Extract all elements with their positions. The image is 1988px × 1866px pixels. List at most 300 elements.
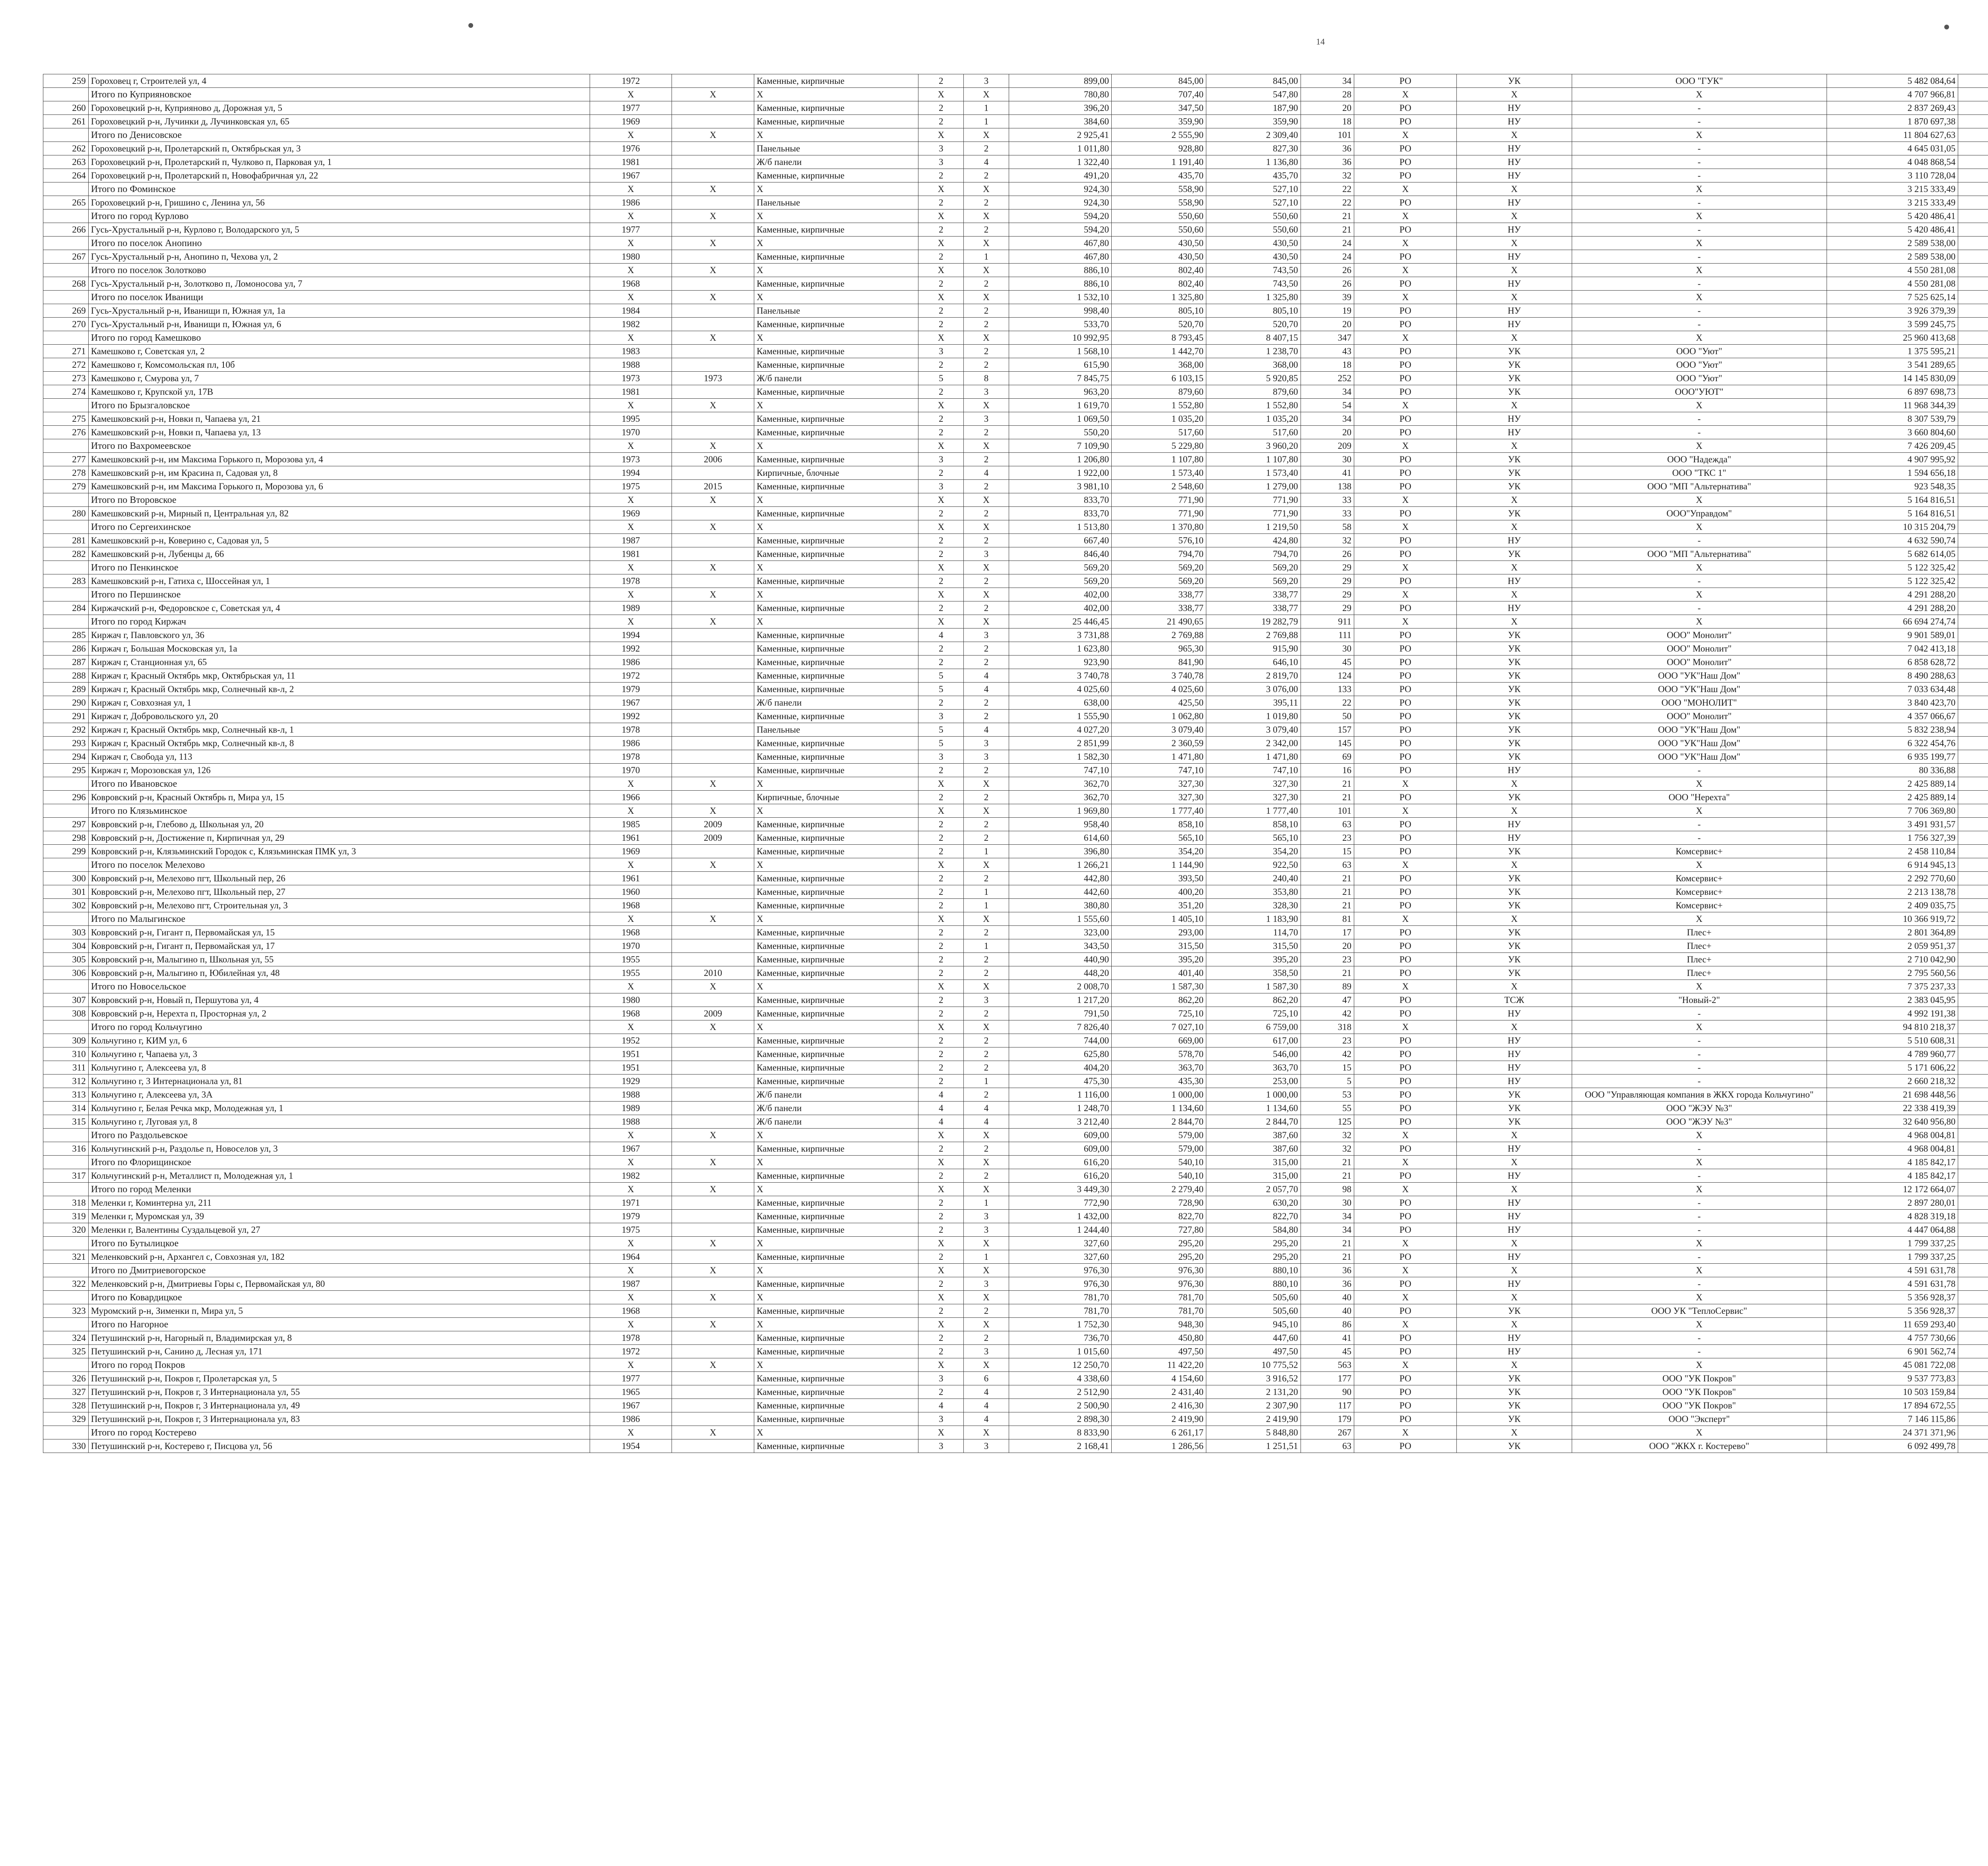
address-cell: Муромский р-н, Зименки п, Мира ул, 5 xyxy=(88,1304,590,1318)
wall-material-cell: Каменные, кирпичные xyxy=(754,345,918,358)
subtotal-row xyxy=(43,1020,1988,1034)
address-cell: Камешковский р-н, им Максима Горького п, Морозова ул, 6 xyxy=(88,480,590,493)
total-area-cell: 3 449,30 xyxy=(1009,1183,1111,1196)
total-area-cell: 899,00 xyxy=(1009,74,1111,88)
total-cost-cell: 3 660 804,60 xyxy=(1827,426,1958,439)
fund-federal-cell xyxy=(1958,696,1988,710)
residents-cell: 145 xyxy=(1301,737,1354,750)
year-overhaul-cell: X xyxy=(672,980,754,993)
total-area-cell: 467,80 xyxy=(1009,250,1111,264)
management-type-cell: X xyxy=(1457,588,1572,601)
address-cell: Кольчугино г, Чапаева ул, 3 xyxy=(88,1047,590,1061)
total-area-cell: 1 011,80 xyxy=(1009,142,1111,155)
address-cell: Итого по Сергеихинское xyxy=(88,520,590,534)
year-built-cell: 1989 xyxy=(590,601,672,615)
row-number-cell: 260 xyxy=(43,101,89,115)
year-overhaul-cell xyxy=(672,899,754,912)
residential-area-cell: 550,60 xyxy=(1206,223,1301,237)
subtotal-row xyxy=(43,331,1988,345)
living-area-cell: 579,00 xyxy=(1112,1142,1206,1156)
total-cost-cell: 3 110 728,04 xyxy=(1827,169,1958,182)
fund-federal-cell xyxy=(1958,1223,1988,1237)
row-number-cell: 321 xyxy=(43,1250,89,1264)
entrances-cell: 2 xyxy=(964,507,1009,520)
residential-area-cell: 646,10 xyxy=(1206,656,1301,669)
living-area-cell: 707,40 xyxy=(1112,88,1206,101)
management-company-cell: X xyxy=(1572,399,1827,412)
fund-type-cell: РО xyxy=(1354,1047,1456,1061)
entrances-cell: X xyxy=(964,588,1009,601)
total-area-cell: 550,20 xyxy=(1009,426,1111,439)
floors-cell: X xyxy=(918,237,964,250)
year-overhaul-cell xyxy=(672,74,754,88)
residential-area-cell: 3 079,40 xyxy=(1206,723,1301,737)
living-area-cell: 965,30 xyxy=(1112,642,1206,656)
management-type-cell: УК xyxy=(1457,872,1572,885)
table-row xyxy=(43,1169,1988,1183)
living-area-cell: 1 000,00 xyxy=(1112,1088,1206,1102)
management-company-cell: X xyxy=(1572,493,1827,507)
management-type-cell: УК xyxy=(1457,1385,1572,1399)
management-company-cell: X xyxy=(1572,1264,1827,1277)
year-built-cell: 1969 xyxy=(590,507,672,520)
total-cost-cell: 10 503 159,84 xyxy=(1827,1385,1958,1399)
management-type-cell: НУ xyxy=(1457,1210,1572,1223)
fund-federal-cell xyxy=(1958,804,1988,818)
living-area-cell: 948,30 xyxy=(1112,1318,1206,1331)
address-cell: Камешковский р-н, Коверино с, Садовая ул, 5 xyxy=(88,534,590,547)
living-area-cell: 550,60 xyxy=(1112,223,1206,237)
living-area-cell: 1 107,80 xyxy=(1112,453,1206,466)
year-built-cell: 1988 xyxy=(590,1088,672,1102)
address-cell: Ковровский р-н, Гигант п, Первомайская ул, 15 xyxy=(88,926,590,939)
row-number-cell: 312 xyxy=(43,1075,89,1088)
residential-area-cell: 395,20 xyxy=(1206,953,1301,966)
wall-material-cell: Каменные, кирпичные xyxy=(754,1331,918,1345)
residents-cell: 29 xyxy=(1301,601,1354,615)
entrances-cell: 2 xyxy=(964,601,1009,615)
residential-area-cell: 353,80 xyxy=(1206,885,1301,899)
total-area-cell: 442,80 xyxy=(1009,872,1111,885)
entrances-cell: 2 xyxy=(964,872,1009,885)
entrances-cell: 3 xyxy=(964,1345,1009,1358)
residents-cell: 69 xyxy=(1301,750,1354,764)
total-area-cell: 8 833,90 xyxy=(1009,1426,1111,1439)
management-company-cell: - xyxy=(1572,1345,1827,1358)
residents-cell: 21 xyxy=(1301,791,1354,804)
floors-cell: 2 xyxy=(918,1007,964,1020)
residential-area-cell: 505,60 xyxy=(1206,1291,1301,1304)
table-row xyxy=(43,1088,1988,1102)
floors-cell: X xyxy=(918,520,964,534)
wall-material-cell: Каменные, кирпичные xyxy=(754,669,918,683)
fund-federal-cell xyxy=(1958,628,1988,642)
entrances-cell: 4 xyxy=(964,1102,1009,1115)
entrances-cell: 4 xyxy=(964,1385,1009,1399)
management-company-cell: - xyxy=(1572,1034,1827,1047)
fund-type-cell: РО xyxy=(1354,939,1456,953)
management-type-cell: УК xyxy=(1457,1115,1572,1129)
entrances-cell: 2 xyxy=(964,926,1009,939)
fund-federal-cell xyxy=(1958,737,1988,750)
row-number-cell xyxy=(43,1264,89,1277)
address-cell: Итого по Новосельское xyxy=(88,980,590,993)
management-type-cell: X xyxy=(1457,1426,1572,1439)
fund-type-cell: РО xyxy=(1354,155,1456,169)
entrances-cell: X xyxy=(964,128,1009,142)
living-area-cell: 315,50 xyxy=(1112,939,1206,953)
row-number-cell xyxy=(43,980,89,993)
fund-type-cell: РО xyxy=(1354,696,1456,710)
residents-cell: 111 xyxy=(1301,628,1354,642)
management-type-cell: УК xyxy=(1457,1412,1572,1426)
row-number-cell: 288 xyxy=(43,669,89,683)
residential-area-cell: 1 134,60 xyxy=(1206,1102,1301,1115)
entrances-cell: 3 xyxy=(964,1210,1009,1223)
table-row xyxy=(43,304,1988,318)
address-cell: Итого по Малыгинское xyxy=(88,912,590,926)
fund-type-cell: X xyxy=(1354,520,1456,534)
year-built-cell: 1978 xyxy=(590,723,672,737)
row-number-cell xyxy=(43,399,89,412)
fund-type-cell: РО xyxy=(1354,574,1456,588)
residential-area-cell: 2 419,90 xyxy=(1206,1412,1301,1426)
wall-material-cell: Панельные xyxy=(754,304,918,318)
management-type-cell: УК xyxy=(1457,791,1572,804)
year-built-cell: 1978 xyxy=(590,750,672,764)
address-cell: Итого по Вахромеевское xyxy=(88,439,590,453)
total-area-cell: 1 969,80 xyxy=(1009,804,1111,818)
residents-cell: 563 xyxy=(1301,1358,1354,1372)
residents-cell: 179 xyxy=(1301,1412,1354,1426)
fund-federal-cell xyxy=(1958,1304,1988,1318)
row-number-cell xyxy=(43,1156,89,1169)
subtotal-row xyxy=(43,1156,1988,1169)
residents-cell: 54 xyxy=(1301,399,1354,412)
living-area-cell: 400,20 xyxy=(1112,885,1206,899)
total-cost-cell: 4 291 288,20 xyxy=(1827,588,1958,601)
row-number-cell xyxy=(43,493,89,507)
floors-cell: X xyxy=(918,1426,964,1439)
total-cost-cell: 1 375 595,21 xyxy=(1827,345,1958,358)
residents-cell: 124 xyxy=(1301,669,1354,683)
living-area-cell: 771,90 xyxy=(1112,507,1206,520)
living-area-cell: 2 279,40 xyxy=(1112,1183,1206,1196)
residential-area-cell: 1 219,50 xyxy=(1206,520,1301,534)
residents-cell: 42 xyxy=(1301,1007,1354,1020)
residential-area-cell: 8 407,15 xyxy=(1206,331,1301,345)
fund-type-cell: X xyxy=(1354,1318,1456,1331)
residents-cell: 28 xyxy=(1301,88,1354,101)
living-area-cell: 928,80 xyxy=(1112,142,1206,155)
fund-federal-cell xyxy=(1958,237,1988,250)
entrances-cell: 1 xyxy=(964,1196,1009,1210)
management-type-cell: X xyxy=(1457,399,1572,412)
management-company-cell: - xyxy=(1572,1250,1827,1264)
year-overhaul-cell xyxy=(672,1223,754,1237)
residential-area-cell: 771,90 xyxy=(1206,493,1301,507)
year-overhaul-cell: X xyxy=(672,1156,754,1169)
wall-material-cell: Каменные, кирпичные xyxy=(754,1061,918,1075)
fund-type-cell: РО xyxy=(1354,1210,1456,1223)
entrances-cell: X xyxy=(964,804,1009,818)
floors-cell: 2 xyxy=(918,764,964,777)
fund-type-cell: РО xyxy=(1354,250,1456,264)
management-type-cell: X xyxy=(1457,88,1572,101)
floors-cell: 3 xyxy=(918,750,964,764)
management-company-cell: X xyxy=(1572,88,1827,101)
living-area-cell: 845,00 xyxy=(1112,74,1206,88)
entrances-cell: 4 xyxy=(964,1115,1009,1129)
wall-material-cell: Каменные, кирпичные xyxy=(754,74,918,88)
total-area-cell: 7 109,90 xyxy=(1009,439,1111,453)
year-built-cell: 1987 xyxy=(590,534,672,547)
entrances-cell: 3 xyxy=(964,1439,1009,1453)
address-cell: Петушинский р-н, Покров г, 3 Интернационала ул, 49 xyxy=(88,1399,590,1412)
total-cost-cell: 11 968 344,39 xyxy=(1827,399,1958,412)
fund-type-cell: X xyxy=(1354,561,1456,574)
row-number-cell xyxy=(43,615,89,628)
total-area-cell: 440,90 xyxy=(1009,953,1111,966)
entrances-cell: 2 xyxy=(964,358,1009,372)
fund-type-cell: РО xyxy=(1354,791,1456,804)
fund-federal-cell xyxy=(1958,1358,1988,1372)
total-cost-cell: 5 164 816,51 xyxy=(1827,493,1958,507)
year-built-cell: 1961 xyxy=(590,831,672,845)
total-area-cell: 1 248,70 xyxy=(1009,1102,1111,1115)
year-overhaul-cell: X xyxy=(672,1183,754,1196)
fund-type-cell: X xyxy=(1354,264,1456,277)
living-area-cell: 1 777,40 xyxy=(1112,804,1206,818)
year-overhaul-cell: X xyxy=(672,912,754,926)
entrances-cell: X xyxy=(964,1358,1009,1372)
floors-cell: 4 xyxy=(918,1088,964,1102)
management-type-cell: НУ xyxy=(1457,574,1572,588)
management-type-cell: УК xyxy=(1457,926,1572,939)
residential-area-cell: 114,70 xyxy=(1206,926,1301,939)
management-company-cell: X xyxy=(1572,561,1827,574)
page-number: 14 xyxy=(1316,37,1325,47)
year-built-cell: X xyxy=(590,182,672,196)
management-type-cell: УК xyxy=(1457,372,1572,385)
management-type-cell: X xyxy=(1457,561,1572,574)
fund-type-cell: X xyxy=(1354,615,1456,628)
residential-area-cell: 879,60 xyxy=(1206,385,1301,399)
table-row xyxy=(43,628,1988,642)
subtotal-row xyxy=(43,1291,1988,1304)
wall-material-cell: Каменные, кирпичные xyxy=(754,926,918,939)
management-company-cell: - xyxy=(1572,601,1827,615)
year-overhaul-cell xyxy=(672,385,754,399)
fund-federal-cell xyxy=(1958,926,1988,939)
wall-material-cell: Каменные, кирпичные xyxy=(754,1439,918,1453)
living-area-cell: 3 079,40 xyxy=(1112,723,1206,737)
total-cost-cell: 6 858 628,72 xyxy=(1827,656,1958,669)
entrances-cell: X xyxy=(964,331,1009,345)
fund-federal-cell xyxy=(1958,669,1988,683)
table-row xyxy=(43,412,1988,426)
entrances-cell: 2 xyxy=(964,453,1009,466)
table-row xyxy=(43,480,1988,493)
living-area-cell: 879,60 xyxy=(1112,385,1206,399)
table-row xyxy=(43,1034,1988,1047)
total-area-cell: 362,70 xyxy=(1009,777,1111,791)
residential-area-cell: 945,10 xyxy=(1206,1318,1301,1331)
total-cost-cell: 3 840 423,70 xyxy=(1827,696,1958,710)
residential-area-cell: 1 279,00 xyxy=(1206,480,1301,493)
residential-area-cell: 5 920,85 xyxy=(1206,372,1301,385)
floors-cell: 2 xyxy=(918,358,964,372)
fund-type-cell: X xyxy=(1354,1129,1456,1142)
wall-material-cell: Каменные, кирпичные xyxy=(754,1277,918,1291)
fund-federal-cell xyxy=(1958,966,1988,980)
subtotal-row xyxy=(43,88,1988,101)
management-type-cell: НУ xyxy=(1457,250,1572,264)
year-overhaul-cell xyxy=(672,1142,754,1156)
row-number-cell: 299 xyxy=(43,845,89,858)
address-cell: Итого по Флорищинское xyxy=(88,1156,590,1169)
total-area-cell: 833,70 xyxy=(1009,493,1111,507)
total-cost-cell: 3 215 333,49 xyxy=(1827,196,1958,209)
residents-cell: 63 xyxy=(1301,818,1354,831)
row-number-cell: 300 xyxy=(43,872,89,885)
year-built-cell: X xyxy=(590,493,672,507)
residential-area-cell: 822,70 xyxy=(1206,1210,1301,1223)
table-row xyxy=(43,764,1988,777)
total-area-cell: 780,80 xyxy=(1009,88,1111,101)
year-built-cell: 1968 xyxy=(590,1304,672,1318)
row-number-cell: 283 xyxy=(43,574,89,588)
residents-cell: 58 xyxy=(1301,520,1354,534)
year-built-cell: 1973 xyxy=(590,453,672,466)
address-cell: Итого по Денисовское xyxy=(88,128,590,142)
fund-type-cell: РО xyxy=(1354,385,1456,399)
address-cell: Итого по Брызгаловское xyxy=(88,399,590,412)
wall-material-cell: Каменные, кирпичные xyxy=(754,939,918,953)
residential-area-cell: 447,60 xyxy=(1206,1331,1301,1345)
wall-material-cell: Каменные, кирпичные xyxy=(754,1304,918,1318)
entrances-cell: 2 xyxy=(964,1034,1009,1047)
row-number-cell xyxy=(43,1237,89,1250)
year-overhaul-cell xyxy=(672,304,754,318)
year-overhaul-cell xyxy=(672,1412,754,1426)
address-cell: Меленковский р-н, Дмитриевы Горы с, Первомайская ул, 80 xyxy=(88,1277,590,1291)
living-area-cell: 1 191,40 xyxy=(1112,155,1206,169)
wall-material-cell: Панельные xyxy=(754,196,918,209)
management-company-cell: X xyxy=(1572,1020,1827,1034)
row-number-cell: 330 xyxy=(43,1439,89,1453)
address-cell: Камешково г, Советская ул, 2 xyxy=(88,345,590,358)
floors-cell: 2 xyxy=(918,466,964,480)
address-cell: Камешковский р-н, им Максима Горького п, Морозова ул, 4 xyxy=(88,453,590,466)
fund-federal-cell xyxy=(1958,155,1988,169)
fund-type-cell: РО xyxy=(1354,277,1456,291)
management-type-cell: УК xyxy=(1457,953,1572,966)
row-number-cell: 311 xyxy=(43,1061,89,1075)
residential-area-cell: 2 819,70 xyxy=(1206,669,1301,683)
year-built-cell: X xyxy=(590,561,672,574)
residents-cell: 63 xyxy=(1301,1439,1354,1453)
year-built-cell: 1982 xyxy=(590,318,672,331)
living-area-cell: 781,70 xyxy=(1112,1304,1206,1318)
fund-type-cell: РО xyxy=(1354,196,1456,209)
entrances-cell: X xyxy=(964,291,1009,304)
total-cost-cell: 7 706 369,80 xyxy=(1827,804,1958,818)
residential-area-cell: 1 552,80 xyxy=(1206,399,1301,412)
total-cost-cell: 2 383 045,95 xyxy=(1827,993,1958,1007)
year-overhaul-cell xyxy=(672,1061,754,1075)
total-area-cell: 747,10 xyxy=(1009,764,1111,777)
residential-area-cell: 517,60 xyxy=(1206,426,1301,439)
floors-cell: 2 xyxy=(918,1304,964,1318)
total-cost-cell: 4 707 966,81 xyxy=(1827,88,1958,101)
total-cost-cell: 4 185 842,17 xyxy=(1827,1169,1958,1183)
total-cost-cell: 1 594 656,18 xyxy=(1827,466,1958,480)
year-overhaul-cell xyxy=(672,764,754,777)
scan-speck xyxy=(1944,25,1949,29)
management-type-cell: НУ xyxy=(1457,304,1572,318)
year-built-cell: 1987 xyxy=(590,1277,672,1291)
residents-cell: 34 xyxy=(1301,412,1354,426)
management-type-cell: УК xyxy=(1457,669,1572,683)
management-type-cell: УК xyxy=(1457,1088,1572,1102)
residential-area-cell: 1 325,80 xyxy=(1206,291,1301,304)
total-area-cell: 475,30 xyxy=(1009,1075,1111,1088)
management-company-cell: - xyxy=(1572,304,1827,318)
management-type-cell: УК xyxy=(1457,74,1572,88)
total-cost-cell: 11 659 293,40 xyxy=(1827,1318,1958,1331)
fund-type-cell: X xyxy=(1354,237,1456,250)
year-overhaul-cell xyxy=(672,547,754,561)
fund-type-cell: РО xyxy=(1354,993,1456,1007)
living-area-cell: 569,20 xyxy=(1112,574,1206,588)
floors-cell: 5 xyxy=(918,683,964,696)
management-type-cell: УК xyxy=(1457,1439,1572,1453)
floors-cell: 2 xyxy=(918,223,964,237)
fund-type-cell: РО xyxy=(1354,656,1456,669)
residential-area-cell: 295,20 xyxy=(1206,1237,1301,1250)
address-cell: Ковровский р-н, Достижение п, Кирпичная ул, 29 xyxy=(88,831,590,845)
fund-type-cell: РО xyxy=(1354,304,1456,318)
management-type-cell: X xyxy=(1457,1156,1572,1169)
year-built-cell: 1992 xyxy=(590,710,672,723)
entrances-cell: 2 xyxy=(964,196,1009,209)
subtotal-row xyxy=(43,128,1988,142)
year-built-cell: 1977 xyxy=(590,1372,672,1385)
year-overhaul-cell xyxy=(672,1075,754,1088)
table-row xyxy=(43,385,1988,399)
management-company-cell: X xyxy=(1572,980,1827,993)
total-area-cell: 1 266,21 xyxy=(1009,858,1111,872)
total-area-cell: 614,60 xyxy=(1009,831,1111,845)
management-company-cell: ООО "УК Покров" xyxy=(1572,1372,1827,1385)
fund-federal-cell xyxy=(1958,1277,1988,1291)
total-cost-cell: 4 632 590,74 xyxy=(1827,534,1958,547)
year-overhaul-cell: X xyxy=(672,291,754,304)
fund-federal-cell xyxy=(1958,1129,1988,1142)
floors-cell: X xyxy=(918,1264,964,1277)
management-company-cell: ООО "ТКС 1" xyxy=(1572,466,1827,480)
address-cell: Петушинский р-н, Покров г, 3 Интернационала ул, 83 xyxy=(88,1412,590,1426)
management-company-cell: ООО "МП "Альтернатива" xyxy=(1572,480,1827,493)
living-area-cell: 2 769,88 xyxy=(1112,628,1206,642)
living-area-cell: 2 548,60 xyxy=(1112,480,1206,493)
row-number-cell xyxy=(43,588,89,601)
year-built-cell: 1984 xyxy=(590,304,672,318)
total-cost-cell: 5 122 325,42 xyxy=(1827,574,1958,588)
entrances-cell: 2 xyxy=(964,953,1009,966)
total-cost-cell: 6 901 562,74 xyxy=(1827,1345,1958,1358)
